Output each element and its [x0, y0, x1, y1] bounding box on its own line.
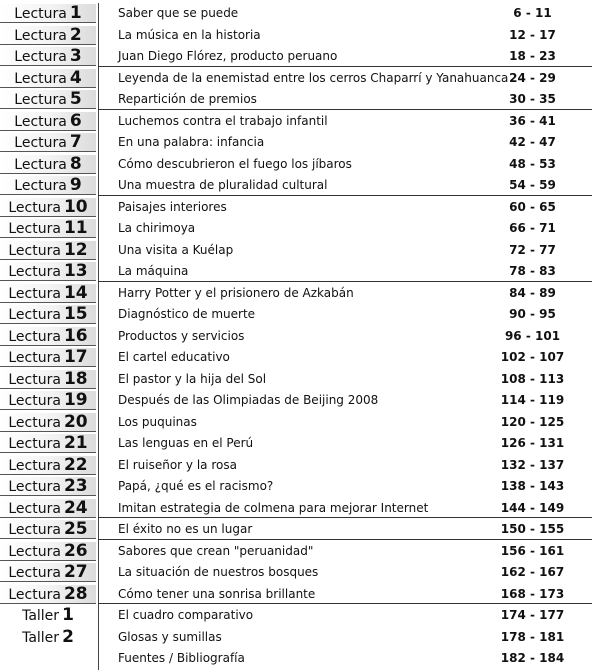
lesson-label-text: Lectura	[8, 393, 61, 409]
lesson-label-text: Lectura	[14, 135, 67, 151]
lesson-label-text: Taller	[22, 629, 60, 646]
page-range: 156 - 161	[500, 543, 565, 558]
page-range: 66 - 71	[509, 221, 556, 235]
lesson-label	[0, 90, 96, 109]
lesson-label-text: Lectura	[14, 156, 67, 173]
lesson-label-text: Lectura	[8, 479, 61, 495]
page-range: 48 - 53	[509, 156, 556, 171]
lesson-label	[0, 284, 96, 303]
column-divider	[98, 390, 99, 412]
lesson-title: Juan Diego Flórez, producto peruano	[118, 49, 338, 63]
toc-row	[0, 390, 600, 412]
lesson-label	[0, 219, 96, 238]
lesson-title: Productos y servicios	[118, 328, 245, 343]
lesson-number: 5	[69, 89, 82, 109]
lesson-label-text: Lectura	[8, 500, 61, 517]
column-divider	[98, 154, 99, 176]
lesson-number: 2	[69, 24, 82, 45]
page-range: 30 - 35	[509, 92, 556, 106]
lesson-label	[0, 305, 96, 324]
lesson-label	[0, 413, 96, 432]
lesson-title: La chirimoya	[118, 221, 196, 235]
lesson-number: 1	[69, 3, 82, 23]
lesson-label	[0, 112, 96, 131]
lesson-number: 23	[63, 476, 88, 496]
lesson-label	[0, 155, 96, 174]
column-divider	[98, 304, 99, 326]
toc-row	[0, 304, 600, 326]
page-range: 168 - 173	[500, 586, 565, 601]
lesson-label	[0, 262, 96, 281]
toc-row	[0, 455, 600, 477]
lesson-number: 19	[63, 390, 88, 410]
lesson-label	[0, 133, 96, 152]
lesson-title: Diagnóstico de muerte	[118, 307, 256, 321]
lesson-label	[0, 391, 96, 410]
lesson-number: 22	[63, 454, 88, 475]
lesson-label	[0, 47, 96, 66]
lesson-title: La música en la historia	[118, 27, 261, 42]
lesson-label	[0, 649, 96, 667]
lesson-label-text: Lectura	[14, 70, 67, 87]
column-divider	[98, 261, 99, 283]
column-divider	[98, 132, 99, 154]
toc-row	[0, 111, 600, 133]
lesson-label-text: Lectura	[8, 371, 61, 388]
lesson-title: El ruiseñor y la rosa	[118, 457, 237, 472]
column-divider	[98, 197, 99, 219]
column-divider	[98, 326, 99, 348]
lesson-label	[0, 499, 96, 518]
lesson-number: 7	[69, 132, 82, 152]
page-range: 36 - 41	[509, 113, 556, 128]
toc-row	[0, 197, 600, 219]
section-rule	[98, 66, 592, 67]
page-range: 54 - 59	[509, 178, 556, 192]
lesson-number: 6	[69, 110, 82, 131]
lesson-title: Sabores que crean "peruanidad"	[118, 543, 314, 558]
page-range: 96 - 101	[504, 328, 561, 343]
page-range: 174 - 177	[500, 608, 565, 622]
lesson-number: 21	[63, 433, 88, 453]
lesson-number: 14	[63, 282, 88, 303]
lesson-label	[0, 198, 96, 217]
column-divider	[98, 412, 99, 434]
toc-row	[0, 240, 600, 262]
lesson-title: Una visita a Kuélap	[118, 242, 234, 257]
lesson-number: 16	[63, 325, 88, 346]
page-range: 162 - 167	[500, 565, 565, 579]
column-divider	[98, 369, 99, 391]
page-range: 24 - 29	[509, 70, 556, 85]
table-of-contents	[0, 3, 600, 670]
lesson-label	[0, 241, 96, 260]
lesson-title: Después de las Olimpiadas de Beijing 2008	[118, 393, 379, 407]
page-range: 144 - 149	[500, 500, 565, 515]
lesson-title: El pastor y la hija del Sol	[118, 371, 267, 386]
lesson-title: Leyenda de la enemistad entre los cerros Chaparrí y Yanahuanca	[118, 70, 509, 85]
lesson-label	[0, 434, 96, 453]
column-divider	[98, 498, 99, 520]
lesson-label-text: Lectura	[8, 328, 61, 345]
lesson-title: Fuentes / Bibliografía	[118, 651, 245, 665]
section-rule	[98, 281, 592, 282]
column-divider	[98, 648, 99, 670]
lesson-label-text: Lectura	[14, 6, 67, 22]
lesson-label-text: Lectura	[8, 565, 61, 581]
column-divider	[98, 3, 99, 25]
toc-row	[0, 175, 600, 197]
lesson-number: 8	[69, 153, 82, 174]
lesson-label-text: Lectura	[14, 92, 67, 108]
lesson-number: 17	[63, 347, 88, 367]
lesson-label	[0, 327, 96, 346]
lesson-title: Papá, ¿qué es el racismo?	[118, 479, 274, 493]
toc-row	[0, 154, 600, 176]
lesson-label	[0, 4, 96, 23]
toc-row	[0, 605, 600, 627]
column-divider	[98, 283, 99, 305]
page-range: 90 - 95	[509, 307, 556, 321]
toc-row	[0, 369, 600, 391]
toc-row	[0, 347, 600, 369]
toc-row	[0, 46, 600, 68]
page-range: 72 - 77	[509, 242, 556, 257]
lesson-number: 24	[63, 497, 88, 518]
section-rule	[98, 603, 592, 604]
lesson-label	[0, 520, 96, 539]
column-divider	[98, 519, 99, 541]
toc-row	[0, 25, 600, 47]
lesson-title: Los puquinas	[118, 414, 197, 429]
toc-row	[0, 326, 600, 348]
lesson-label-text: Lectura	[14, 49, 67, 65]
lesson-number: 13	[63, 261, 88, 281]
toc-row	[0, 412, 600, 434]
lesson-label	[0, 585, 96, 604]
lesson-title: El cartel educativo	[118, 350, 230, 364]
lesson-number: 12	[63, 239, 88, 260]
lesson-label	[0, 456, 96, 475]
page-range: 178 - 181	[500, 629, 565, 644]
lesson-number: 3	[69, 46, 82, 66]
column-divider	[98, 627, 99, 649]
column-divider	[98, 455, 99, 477]
page-range: 42 - 47	[509, 135, 556, 149]
toc-row	[0, 261, 600, 283]
lesson-label	[0, 348, 96, 367]
section-rule	[98, 517, 592, 518]
column-divider	[98, 46, 99, 68]
toc-row	[0, 562, 600, 584]
toc-row	[0, 476, 600, 498]
lesson-label-text: Lectura	[14, 178, 67, 194]
lesson-number: 15	[63, 304, 88, 324]
lesson-label-text: Lectura	[8, 285, 61, 302]
column-divider	[98, 541, 99, 563]
lesson-label-text: Lectura	[14, 27, 67, 44]
lesson-label-text: Lectura	[8, 414, 61, 431]
lesson-number: 2	[62, 626, 74, 647]
lesson-label	[0, 563, 96, 582]
section-rule	[98, 195, 592, 196]
toc-row	[0, 218, 600, 240]
lesson-label-text: Lectura	[8, 264, 61, 280]
column-divider	[98, 347, 99, 369]
column-divider	[98, 25, 99, 47]
lesson-label-text: Lectura	[8, 307, 61, 323]
lesson-title: El éxito no es un lugar	[118, 522, 253, 536]
lesson-label-text: Lectura	[8, 199, 61, 216]
lesson-number: 9	[69, 175, 82, 195]
lesson-number: 4	[69, 67, 82, 88]
lesson-title: En una palabra: infancia	[118, 135, 265, 149]
lesson-label-text: Lectura	[8, 221, 61, 237]
lesson-number: 20	[63, 411, 88, 432]
lesson-title: Saber que se puede	[118, 6, 239, 20]
toc-row	[0, 541, 600, 563]
page-range: 182 - 184	[500, 651, 565, 665]
lesson-title: El cuadro comparativo	[118, 608, 254, 622]
lesson-title: Repartición de premios	[118, 92, 257, 106]
lesson-label	[0, 542, 96, 561]
lesson-title: Imitan estrategia de colmena para mejorar Internet	[118, 500, 429, 515]
section-rule	[98, 109, 592, 110]
page-range: 84 - 89	[509, 285, 556, 300]
page-range: 132 - 137	[500, 457, 565, 472]
lesson-label-text: Lectura	[8, 242, 61, 259]
section-rule	[98, 539, 592, 540]
lesson-label	[0, 628, 96, 646]
page-range: 12 - 17	[509, 27, 556, 42]
toc-row	[0, 283, 600, 305]
lesson-label-text: Taller	[22, 608, 60, 624]
lesson-number: 28	[63, 583, 88, 604]
page-range: 18 - 23	[509, 49, 556, 63]
lesson-title: Cómo descubrieron el fuego los jíbaros	[118, 156, 352, 171]
lesson-label-text: Lectura	[8, 436, 61, 452]
lesson-title: Luchemos contra el trabajo infantil	[118, 113, 328, 128]
column-divider	[98, 68, 99, 90]
lesson-number: 11	[63, 218, 88, 238]
lesson-title: Glosas y sumillas	[118, 629, 222, 644]
lesson-number: 1	[62, 605, 74, 625]
lesson-label-text: Lectura	[14, 113, 67, 130]
toc-row	[0, 627, 600, 649]
lesson-label	[0, 477, 96, 496]
column-divider	[98, 111, 99, 133]
page-range: 60 - 65	[509, 199, 556, 214]
toc-row	[0, 498, 600, 520]
lesson-title: La situación de nuestros bosques	[118, 565, 319, 579]
lesson-label	[0, 69, 96, 88]
column-divider	[98, 476, 99, 498]
lesson-number: 27	[63, 562, 88, 582]
lesson-label-text: Lectura	[8, 543, 61, 560]
lesson-label	[0, 606, 96, 624]
lesson-number: 18	[63, 368, 88, 389]
column-divider	[98, 240, 99, 262]
page-range: 126 - 131	[500, 436, 565, 450]
column-divider	[98, 433, 99, 455]
lesson-label-text: Lectura	[8, 522, 61, 538]
toc-row	[0, 433, 600, 455]
toc-row	[0, 68, 600, 90]
lesson-number: 10	[63, 196, 88, 217]
lesson-title: Cómo tener una sonrisa brillante	[118, 586, 316, 601]
lesson-number: 25	[63, 519, 88, 539]
lesson-title: La máquina	[118, 264, 189, 278]
page-range: 78 - 83	[509, 264, 556, 278]
column-divider	[98, 605, 99, 627]
lesson-title: Las lenguas en el Perú	[118, 436, 254, 450]
toc-row	[0, 584, 600, 606]
lesson-label-text: Lectura	[8, 350, 61, 366]
toc-row	[0, 132, 600, 154]
column-divider	[98, 584, 99, 606]
page-range: 102 - 107	[500, 350, 565, 364]
page-range: 138 - 143	[500, 479, 565, 493]
page-range: 150 - 155	[500, 522, 565, 536]
column-divider	[98, 218, 99, 240]
toc-row	[0, 519, 600, 541]
lesson-title: Una muestra de pluralidad cultural	[118, 178, 328, 192]
toc-row	[0, 3, 600, 25]
column-divider	[98, 89, 99, 111]
lesson-label-text: Lectura	[8, 586, 61, 603]
page-range: 6 - 11	[513, 6, 552, 20]
lesson-number: 26	[63, 540, 88, 561]
lesson-label	[0, 176, 96, 195]
lesson-label-text: Lectura	[8, 457, 61, 474]
page-range: 120 - 125	[500, 414, 565, 429]
lesson-label	[0, 26, 96, 45]
lesson-title: Harry Potter y el prisionero de Azkabán	[118, 285, 354, 300]
lesson-title: Paisajes interiores	[118, 199, 227, 214]
page-range: 114 - 119	[500, 393, 565, 407]
column-divider	[98, 562, 99, 584]
toc-row	[0, 89, 600, 111]
column-divider	[98, 175, 99, 197]
toc-row	[0, 648, 600, 670]
lesson-label	[0, 370, 96, 389]
page-range: 108 - 113	[500, 371, 565, 386]
